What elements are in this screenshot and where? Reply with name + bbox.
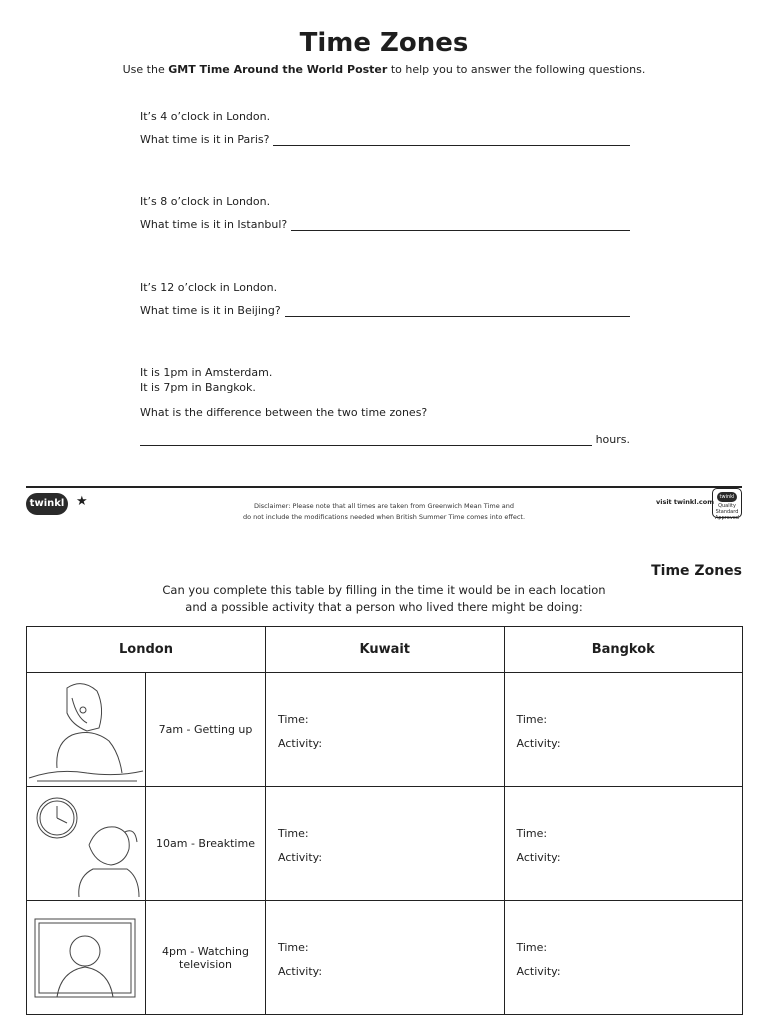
bangkok-answer-cell[interactable] [504, 787, 743, 901]
activity-london: 7am - Getting up [146, 673, 266, 787]
hours-label: hours. [595, 433, 630, 446]
kuwait-answer-cell[interactable] [266, 787, 505, 901]
activity-london: 10am - Breaktime [146, 787, 266, 901]
star-icon: ★ [76, 494, 88, 509]
question-prompt: What time is it in Beijing? [140, 304, 281, 317]
question-statement: It’s 8 o’clock in London. [140, 195, 271, 208]
page-divider [26, 486, 742, 488]
disclaimer-line: do not include the modifications needed when British Summer Time comes into effect. [242, 513, 526, 521]
table-row [27, 901, 743, 1015]
time-label: Time: [516, 713, 548, 726]
website-link[interactable]: visit twinkl.com [656, 498, 715, 506]
badge-text: Quality Standard Approved [715, 503, 739, 521]
activity-label: Activity: [516, 737, 561, 750]
question-statement: It’s 4 o’clock in London. [140, 110, 271, 123]
instructions [0, 63, 768, 76]
kuwait-answer-cell[interactable] [266, 901, 505, 1015]
clock-breaktime-illustration [27, 787, 146, 901]
girl-waking-illustration [27, 673, 146, 787]
activity-label: Activity: [278, 737, 323, 750]
table-row [27, 787, 743, 901]
question-statement: It is 1pm in Amsterdam. [140, 366, 273, 379]
question-prompt: What time is it in Istanbul? [140, 218, 288, 231]
instructions-suffix: to help you to answer the following questions. [390, 63, 646, 76]
answer-line[interactable] [273, 133, 630, 146]
activity-london: 4pm - Watching television [146, 901, 266, 1015]
instruction-line: Can you complete this table by filling in the time it would be in each location [162, 583, 606, 597]
answer-line[interactable] [140, 433, 592, 446]
answer-line[interactable] [291, 218, 630, 231]
time-label: Time: [278, 827, 309, 840]
table-row [27, 673, 743, 787]
answer-line[interactable] [285, 304, 630, 317]
quality-badge [712, 488, 742, 521]
page-2-title: Time Zones [651, 563, 742, 579]
question-statement: It’s 12 o’clock in London. [140, 281, 278, 294]
instruction-line: and a possible activity that a person who lived there might be doing: [185, 600, 583, 614]
disclaimer [234, 501, 534, 523]
table-instructions [0, 582, 768, 616]
question-statement: It is 7pm in Bangkok. [140, 381, 256, 394]
header-kuwait: Kuwait [266, 627, 505, 673]
kuwait-answer-cell[interactable] [266, 673, 505, 787]
question-prompt: What time is it in Paris? [140, 133, 270, 146]
header-london: London [27, 627, 266, 673]
page-title: Time Zones [299, 28, 469, 58]
question-1 [140, 110, 630, 146]
disclaimer-line: Disclaimer: Please note that all times are taken from Greenwich Mean Time and [253, 502, 514, 510]
table-header-row [27, 627, 743, 673]
tv-watching-illustration [27, 901, 146, 1015]
poster-name: GMT Time Around the World Poster [168, 63, 388, 76]
time-label: Time: [278, 941, 309, 954]
twinkl-logo: twinkl [26, 493, 68, 515]
time-label: Time: [516, 827, 548, 840]
question-3 [140, 281, 630, 317]
time-label: Time: [516, 941, 548, 954]
question-2 [140, 195, 630, 231]
activity-label: Activity: [278, 965, 323, 978]
bangkok-answer-cell[interactable] [504, 901, 743, 1015]
header-bangkok: Bangkok [504, 627, 743, 673]
time-zone-table [26, 626, 743, 1015]
question-prompt: What is the difference between the two time zones? [140, 406, 428, 419]
instructions-prefix: Use the [122, 63, 165, 76]
activity-label: Activity: [516, 965, 561, 978]
activity-label: Activity: [278, 851, 323, 864]
badge-logo: twinkl [717, 492, 737, 502]
time-label: Time: [278, 713, 309, 726]
question-4 [140, 366, 630, 446]
bangkok-answer-cell[interactable] [504, 673, 743, 787]
activity-label: Activity: [516, 851, 561, 864]
